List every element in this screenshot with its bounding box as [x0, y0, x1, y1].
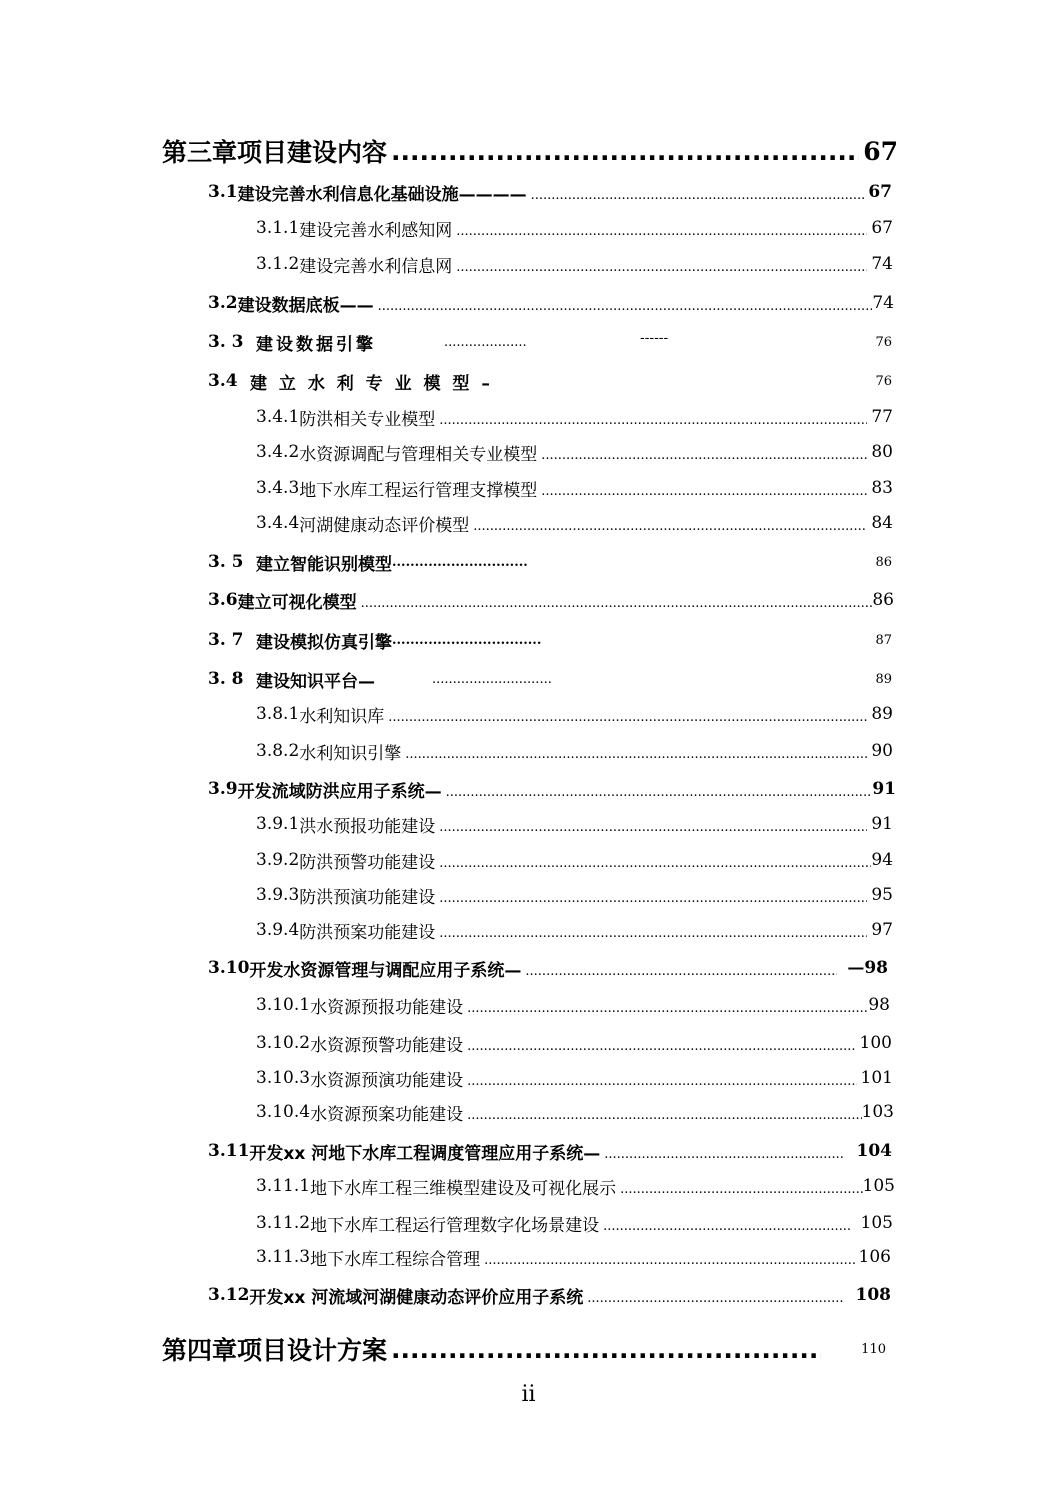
toc-leader: ....................: [444, 334, 527, 350]
toc-section-3-5[interactable]: [208, 547, 892, 577]
toc-subsection-3-10-3[interactable]: [256, 1063, 893, 1093]
toc-leader: [391, 137, 859, 162]
toc-number: 3.9.4: [256, 920, 300, 940]
toc-leader: .............................: [432, 671, 552, 687]
toc-page-number: 86: [875, 554, 892, 570]
toc-page-number: 80: [871, 442, 893, 462]
toc-title: 地下水库工程三维模型建设及可视化展示: [310, 1178, 617, 1199]
toc-subsection-3-9-4[interactable]: [256, 915, 893, 945]
toc-leader: [439, 926, 867, 939]
toc-number: 3.11.1: [256, 1176, 311, 1196]
toc-title: 水资源预案功能建设: [310, 1104, 464, 1125]
toc-subsection-3-10-2[interactable]: [256, 1028, 892, 1058]
toc-chapter-4[interactable]: [162, 1334, 886, 1364]
toc-title: 水利知识引擎: [299, 743, 402, 764]
toc-subsection-3-4-3[interactable]: [256, 473, 893, 503]
toc-leader: [467, 1001, 868, 1014]
toc-number: 3.9.1: [256, 814, 300, 834]
toc-title: 建设完善水利感知网: [299, 220, 453, 241]
toc-page-number: 86: [872, 590, 894, 610]
toc-number: 3. 5: [208, 552, 244, 572]
toc-title: 建设数据底板——: [237, 295, 374, 316]
toc-number: 3.4.4: [256, 513, 300, 533]
toc-number: 3.10.3: [256, 1068, 311, 1088]
toc-page-number: 76: [875, 334, 892, 350]
toc-number: 3.10.4: [256, 1102, 311, 1122]
toc-leader: [603, 1219, 850, 1232]
toc-leader: [439, 891, 867, 904]
toc-title: 防洪相关专业模型: [299, 409, 436, 430]
toc-page-number: 108: [855, 1285, 891, 1305]
toc-subsection-3-10-4[interactable]: [256, 1097, 894, 1127]
toc-page-number: 87: [875, 632, 892, 648]
toc-number: 3.4: [208, 371, 238, 391]
toc-page-number: 89: [871, 704, 893, 724]
toc-title: 水资源预警功能建设: [310, 1035, 464, 1056]
toc-page-number: —98: [847, 958, 888, 978]
toc-leader: [439, 856, 871, 869]
toc-dash: ------: [640, 331, 669, 346]
toc-number: 3.9.3: [256, 885, 300, 905]
toc-number: 3.8.1: [256, 704, 300, 724]
toc-leader: [439, 413, 867, 426]
toc-leader: [587, 1291, 843, 1304]
toc-section-3-12[interactable]: [208, 1280, 891, 1310]
toc-number: 3.4.1: [256, 407, 300, 427]
toc-section-3-1[interactable]: [208, 177, 892, 207]
toc-title: 河湖健康动态评价模型: [299, 515, 470, 536]
toc-leader: [484, 1253, 854, 1266]
toc-title: 水资源预报功能建设: [310, 997, 464, 1018]
toc-title: 建立智能识别模型: [256, 554, 392, 575]
toc-title: 开发xx 河流域河湖健康动态评价应用子系统: [249, 1287, 584, 1308]
toc-number: 3.1: [208, 182, 238, 202]
toc-leader: [525, 964, 837, 977]
toc-title: 水利知识库: [299, 706, 385, 727]
toc-page-number: 84: [871, 513, 893, 533]
toc-title: 防洪预演功能建设: [299, 887, 436, 908]
toc-subsection-3-8-2[interactable]: [256, 736, 893, 766]
page-number-footer: ii: [521, 1382, 536, 1407]
toc-leader: [541, 484, 867, 497]
toc-number: 3.4.2: [256, 442, 300, 462]
toc-title: 地下水库工程运行管理数字化场景建设: [310, 1215, 600, 1236]
toc-leader: [388, 710, 867, 723]
toc-number: 3.9.2: [256, 850, 300, 870]
toc-page-number: 91: [872, 779, 896, 799]
toc-leader: [541, 448, 867, 461]
toc-page-number: 67: [871, 218, 893, 238]
toc-page-number: 100: [859, 1033, 892, 1053]
toc-page-number: 67: [863, 136, 898, 166]
toc-title: 开发流域防洪应用子系统—: [237, 781, 442, 802]
toc-title: 建设模拟仿真引擎: [256, 632, 392, 653]
toc-title: 第三章项目建设内容: [162, 138, 388, 167]
toc-number: 3.1.2: [256, 254, 300, 274]
toc-section-3-7[interactable]: [208, 625, 892, 655]
toc-subsection-3-9-3[interactable]: [256, 880, 893, 910]
toc-section-3-6[interactable]: [208, 585, 894, 615]
toc-number: 3.2: [208, 293, 238, 313]
toc-subsection-3-10-1[interactable]: [256, 990, 890, 1020]
toc-number: 3. 8: [208, 669, 244, 689]
toc-leader: [467, 1039, 855, 1052]
toc-number: 3.10: [208, 958, 250, 978]
toc-number: 3.6: [208, 590, 238, 610]
toc-title: 第四章项目设计方案: [162, 1336, 388, 1365]
toc-leader: [378, 299, 873, 312]
toc-number: 3. 7: [208, 630, 244, 650]
toc-title: 建立可视化模型: [237, 592, 357, 613]
toc-title: 地下水库工程运行管理支撑模型: [299, 480, 538, 501]
toc-leader: [405, 747, 867, 760]
toc-title: 建设知识平台—: [256, 671, 375, 692]
toc-title: 地下水库工程综合管理: [310, 1249, 481, 1270]
toc-subsection-3-1-1[interactable]: [256, 213, 893, 243]
toc-page-number: 91: [871, 814, 893, 834]
toc-subsection-3-4-4[interactable]: [256, 508, 893, 538]
toc-subsection-3-9-2[interactable]: [256, 845, 893, 875]
toc-page-number: 98: [868, 995, 890, 1015]
toc-number: 3.1.1: [256, 218, 300, 238]
toc-page-number: 110: [861, 1341, 886, 1357]
toc-leader: [473, 519, 867, 532]
toc-chapter-3[interactable]: [162, 136, 898, 166]
toc-number: 3. 3: [208, 332, 244, 352]
toc-page-number: 97: [871, 920, 893, 940]
toc-title: 水资源预演功能建设: [310, 1070, 464, 1091]
toc-page-number: 104: [856, 1141, 892, 1161]
toc-title: 洪水预报功能建设: [299, 816, 436, 837]
toc-number: 3.8.2: [256, 741, 300, 761]
toc-leader: [439, 820, 867, 833]
toc-subsection-3-4-1[interactable]: [256, 402, 893, 432]
toc-subsection-3-11-1[interactable]: [256, 1171, 895, 1201]
toc-subsection-3-11-2[interactable]: [256, 1208, 893, 1238]
toc-number: 3.11.2: [256, 1213, 311, 1233]
toc-subsection-3-9-1[interactable]: [256, 809, 893, 839]
toc-page-number: 101: [860, 1068, 893, 1088]
toc-leader: [446, 785, 873, 798]
toc-title: 防洪预警功能建设: [299, 852, 436, 873]
toc-title: 水资源调配与管理相关专业模型: [299, 444, 538, 465]
toc-leader: [391, 1335, 821, 1360]
toc-section-3-10[interactable]: [208, 953, 888, 983]
toc-title: 开发xx 河地下水库工程调度管理应用子系统—: [249, 1143, 601, 1164]
toc-page-number: 103: [861, 1102, 894, 1122]
toc-leader: [456, 260, 867, 273]
toc-number: 3.9: [208, 779, 238, 799]
toc-page-number: 90: [871, 741, 893, 761]
toc-number: 3.12: [208, 1285, 250, 1305]
toc-section-3-9[interactable]: [208, 774, 896, 804]
toc-page-number: 76: [875, 373, 892, 389]
toc-title: 建 立 水 利 专 业 模 型 –: [250, 373, 493, 394]
toc-leader: ..............................: [392, 554, 528, 570]
toc-number: 3.11: [208, 1141, 250, 1161]
toc-subsection-3-8-1[interactable]: [256, 699, 893, 729]
toc-leader: [361, 596, 873, 609]
toc-leader: [467, 1108, 861, 1121]
toc-number: 3.4.3: [256, 478, 300, 498]
toc-section-3-2[interactable]: [208, 288, 894, 318]
toc-number: 3.10.1: [256, 995, 311, 1015]
toc-title: 开发水资源管理与调配应用子系统—: [249, 960, 522, 981]
toc-leader: .................................: [392, 632, 542, 648]
toc-title: 建设完善水利信息化基础设施————: [237, 184, 527, 205]
toc-section-3-8[interactable]: [208, 664, 892, 694]
toc-section-3-3[interactable]: [208, 327, 892, 357]
toc-leader: [604, 1147, 842, 1160]
toc-title: 防洪预案功能建设: [299, 922, 436, 943]
toc-page-number: 77: [871, 407, 893, 427]
toc-page-number: 94: [871, 850, 893, 870]
toc-page-number: 67: [868, 182, 892, 202]
toc-page-number: 105: [860, 1213, 893, 1233]
toc-leader: [620, 1182, 862, 1195]
toc-page-number: 89: [875, 671, 892, 687]
toc-page-number: 95: [871, 885, 893, 905]
toc-leader: [531, 188, 865, 201]
toc-page-number: 74: [872, 293, 894, 313]
toc-page-number: 105: [862, 1176, 895, 1196]
toc-number: 3.10.2: [256, 1033, 311, 1053]
toc-subsection-3-11-3[interactable]: [256, 1242, 891, 1272]
toc-page-number: 74: [871, 254, 893, 274]
toc-page-number: 106: [858, 1247, 891, 1267]
toc-title: 建设完善水利信息网: [299, 256, 453, 277]
toc-section-3-11[interactable]: [208, 1136, 892, 1166]
toc-page-number: 83: [871, 478, 893, 498]
toc-leader: [467, 1074, 856, 1087]
toc-subsection-3-1-2[interactable]: [256, 249, 893, 279]
toc-leader: [456, 224, 867, 237]
toc-subsection-3-4-2[interactable]: [256, 437, 893, 467]
toc-title: 建设数据引擎: [256, 334, 376, 355]
toc-section-3-4[interactable]: [208, 366, 892, 396]
toc-number: 3.11.3: [256, 1247, 311, 1267]
